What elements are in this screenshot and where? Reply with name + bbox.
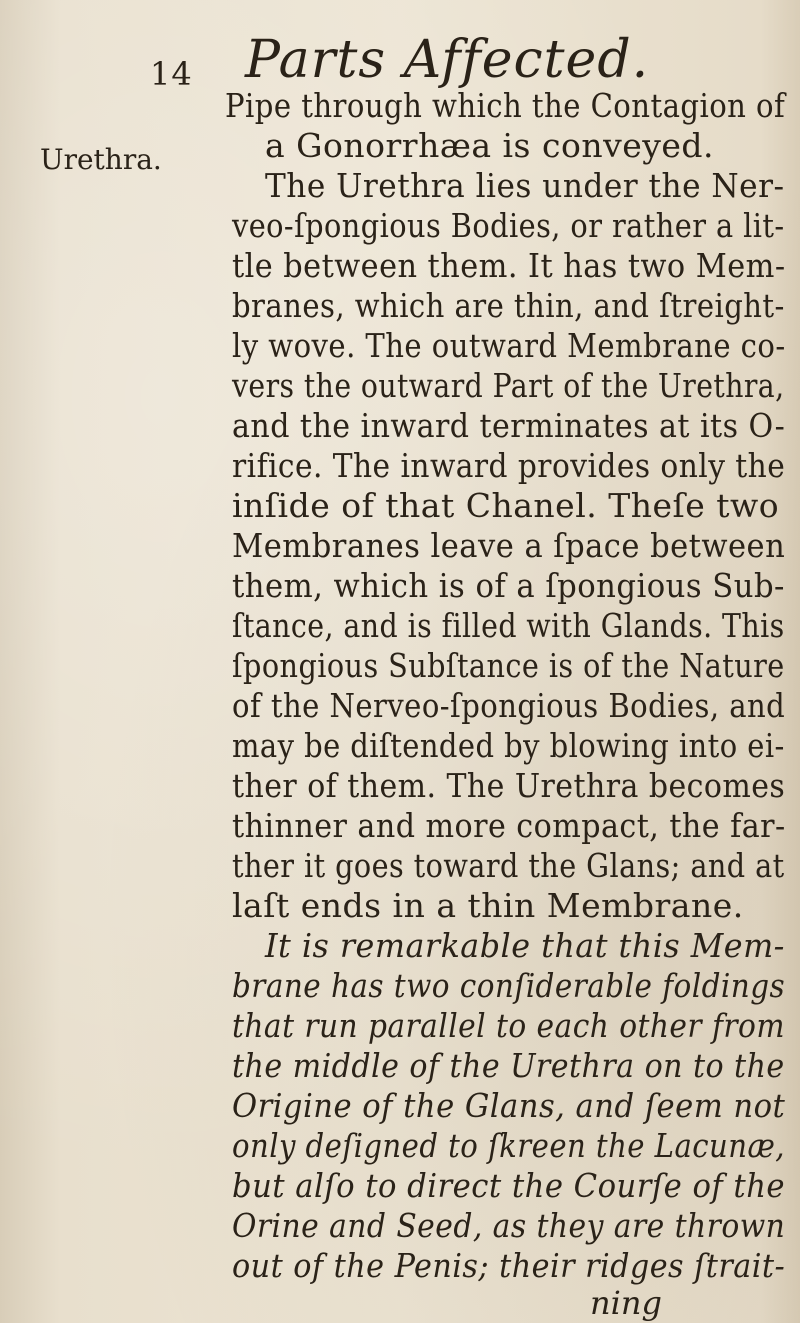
text-line: and the inward terminates at its O- bbox=[232, 406, 786, 445]
text-line: that run parallel to each other from bbox=[232, 1006, 785, 1045]
margin-note: Urethra. bbox=[40, 143, 162, 176]
text-line: Membranes leave a ſpace between bbox=[232, 526, 786, 565]
text-line: inſide of that Chanel. Theſe two bbox=[232, 486, 780, 525]
text-line: branes, which are thin, and ſtreight- bbox=[232, 286, 785, 325]
text-line: a Gonorrhæa is conveyed. bbox=[265, 126, 715, 165]
text-line: ly wove. The outward Membrane co- bbox=[232, 326, 786, 365]
text-line: ſtance, and is filled with Glands. This bbox=[232, 606, 785, 645]
text-line: but alſo to direct the Courſe of the bbox=[232, 1166, 786, 1205]
text-line: thinner and more compact, the far- bbox=[232, 806, 786, 845]
text-line: veo-ſpongious Bodies, or rather a lit- bbox=[232, 206, 785, 245]
text-line: vers the outward Part of the Urethra, bbox=[232, 366, 785, 405]
text-line: tle between them. It has two Mem- bbox=[232, 246, 786, 285]
text-line: ther it goes toward the Glans; and at bbox=[232, 846, 785, 885]
text-line: them, which is of a ſpongious Sub- bbox=[232, 566, 785, 605]
text-line: ſpongious Subſtance is of the Nature bbox=[232, 646, 785, 685]
text-line: out of the Penis; their ridges ſtrait- bbox=[232, 1246, 786, 1285]
text-line: of the Nerveo-ſpongious Bodies, and bbox=[232, 686, 786, 725]
text-line: The Urethra lies under the Ner- bbox=[265, 166, 785, 205]
text-line: rifice. The inward provides only the bbox=[232, 446, 786, 485]
text-line: laſt ends in a thin Membrane. bbox=[232, 886, 744, 925]
text-line: may be diſtended by blowing into ei- bbox=[232, 726, 785, 765]
text-line: Pipe through which the Contagion of bbox=[225, 86, 786, 125]
text-line: Orine and Seed, as they are thrown bbox=[232, 1206, 786, 1245]
text-line: ther of them. The Urethra becomes bbox=[232, 766, 786, 805]
running-head: Parts Affected. bbox=[245, 30, 650, 90]
text-line: brane has two conſiderable foldings bbox=[232, 966, 786, 1005]
text-line: only deſigned to ſkreen the Lacunæ, bbox=[232, 1126, 786, 1165]
text-line: Origine of the Glans, and ſeem not bbox=[232, 1086, 786, 1125]
text-line: It is remarkable that this Mem- bbox=[265, 926, 785, 965]
page-number: 14 bbox=[150, 55, 193, 93]
catchword: ning bbox=[590, 1284, 662, 1322]
text-line: the middle of the Urethra on to the bbox=[232, 1046, 785, 1085]
